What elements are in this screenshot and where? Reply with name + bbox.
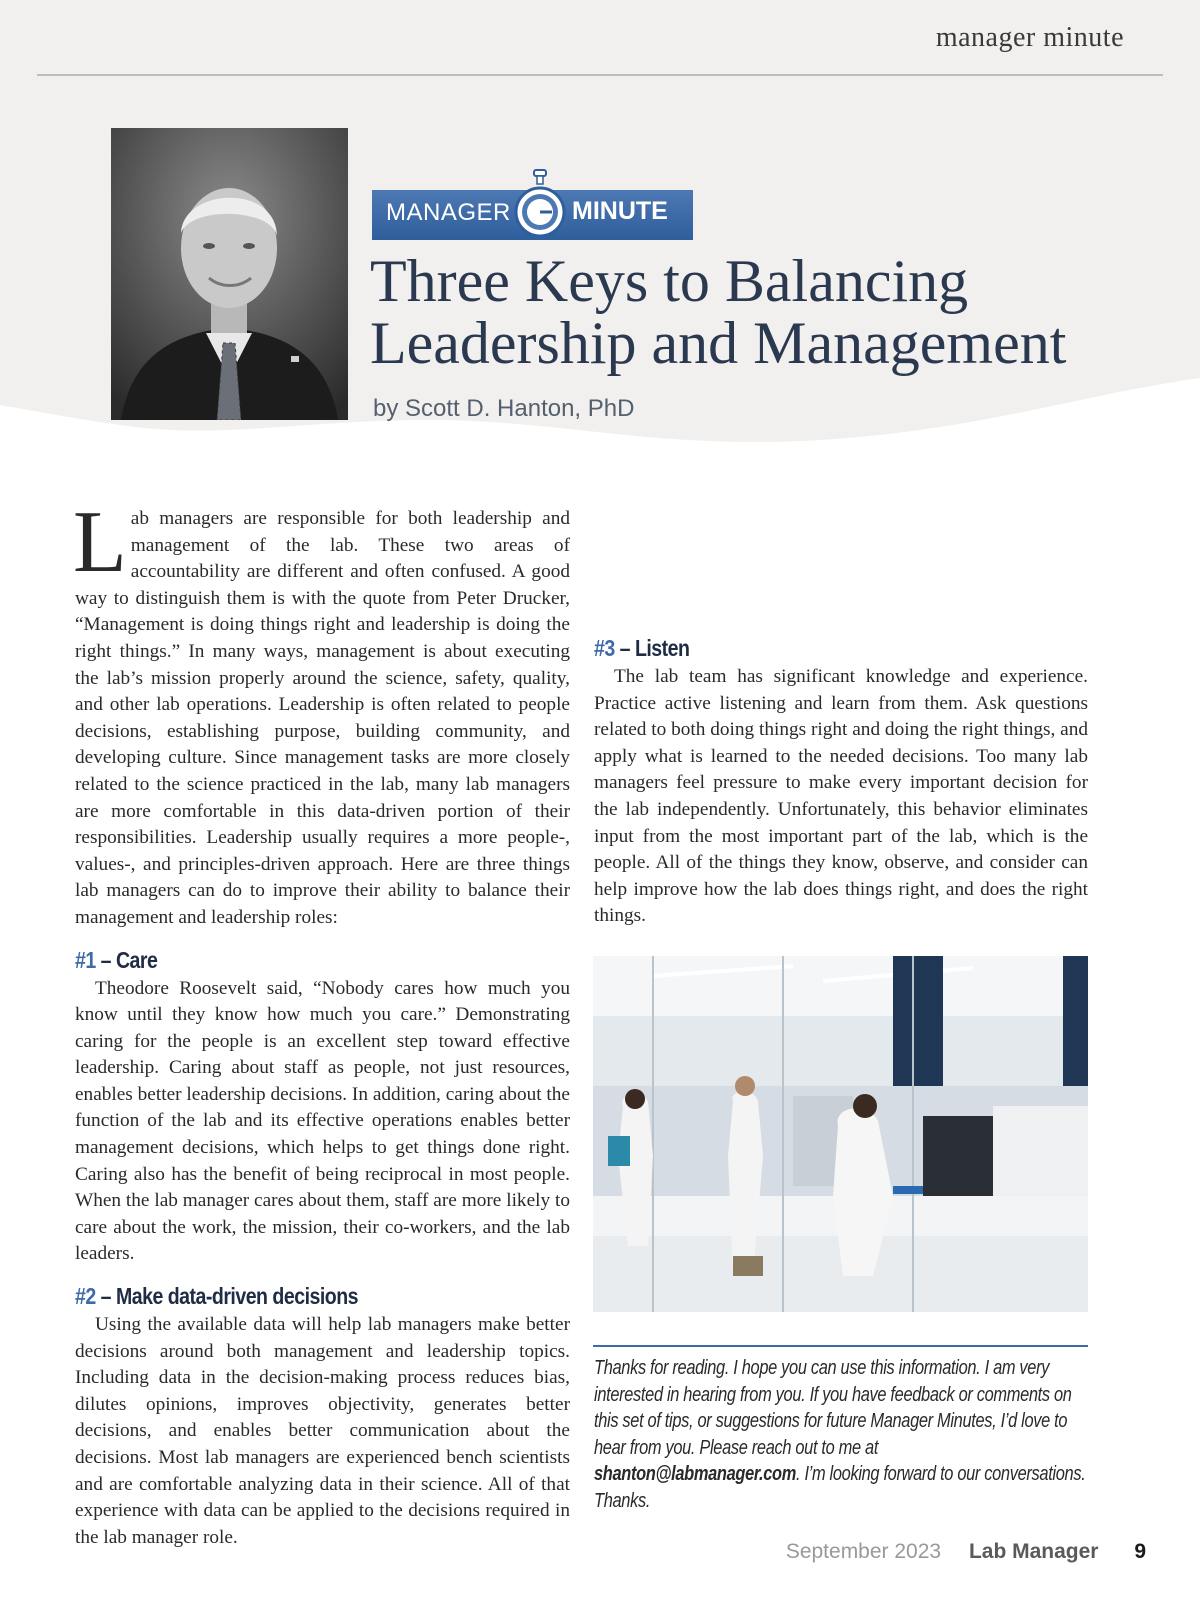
intro-paragraph (73, 494, 570, 932)
key2-title: – Make data-driven decisions (95, 1283, 359, 1310)
key3-number: #3 (594, 635, 615, 661)
column-left (73, 494, 570, 1551)
column-right (594, 506, 1088, 930)
key1-title: – Care (95, 946, 158, 973)
key3-heading (594, 634, 1014, 662)
author-portrait (111, 128, 348, 420)
section-label: manager minute (935, 22, 1124, 53)
thanks-closing: . I’m looking forward to our conversations. Thanks. (594, 1463, 1086, 1512)
thanks-rule (593, 1345, 1088, 1347)
badge-word-manager: MANAGER (386, 199, 511, 226)
header-rule (37, 74, 1163, 76)
key2-number: #2 (75, 1283, 96, 1310)
stopwatch-icon (514, 166, 566, 240)
lab-photo (593, 956, 1088, 1312)
intro-text: ab managers are responsible for both leadership and management of the lab. These two areas of accountability are different and often confused. A good way to distinguish them is with the quote from Peter Drucker, “Management is doing things right and leadership is doing the right things.” In many ways, management is about executing the lab’s mission properly around the science, safety, quality, and other lab operations. Leadership is often related to people decisions, establishing purpose, building community, and developing culture. Since management tasks are more closely related to the science practiced in the lab, many lab managers are more comfortable in this data-driven portion of their responsibilities. Leadership usually requires a more people-, values-, and principles-driven approach. Here are three things lab managers can do to improve their ability to balance their management and leadership roles: (75, 508, 570, 928)
manager-minute-badge (372, 166, 693, 240)
drop-cap: L (73, 494, 127, 591)
badge-word-minute: MINUTE (572, 197, 668, 225)
key2-body: Using the available data will help lab managers make better decisions around both management and leadership topics. Including data in the decision-making process reduces bias, dilutes opinions, improves objectivity, generates better decisions, and enables better communication about the decisions. Most lab managers are experienced bench scientists and are comfortable analyzing data in their science. All of that experience with data can be applied to the decisions required in the lab manager role. (75, 1314, 570, 1548)
byline: by Scott D. Hanton, PhD (373, 395, 635, 422)
page-number: 9 (1134, 1540, 1146, 1563)
key3-body: The lab team has significant knowledge and experience. Practice active listening and learn from them. Ask questions related to both doing things right and doing the right things, and apply what is learned to the needed decisions. Too many lab managers feel pressure to make every important decision for the lab independently. Unfortunately, this behavior eliminates input from the most important part of the lab, which is the people. All of the things they know, observe, and consider can help improve how the lab does things right, and does the right things. (594, 666, 1088, 927)
key3-title: – Listen (614, 635, 690, 661)
title-line-2: Leadership and Management (370, 310, 1067, 376)
footer-magazine: Lab Manager (968, 1540, 1099, 1563)
key1-number: #1 (75, 946, 96, 973)
title-line-1: Three Keys to Balancing (370, 248, 969, 314)
article-title (370, 250, 1130, 374)
thanks-text: Thanks for reading. I hope you can use this information. I am very interested in hearing from you. If you have feedback or comments on this set of tips, or suggestions for future Manager Minutes, I’d love to hear from you. Please reach out to me at (594, 1357, 1072, 1459)
key1-body: Theodore Roosevelt said, “Nobody cares how much you know until they know how much you care.” Demonstrating caring for the people is an excellent step toward effective leadership. Caring about staff as people, not just resources, enables better leadership decisions. In addition, caring about the function of the lab and its effective operations enables better management decisions, which helps to get things done right. Caring also has the benefit of being reciprocal in most people. When the lab manager cares about them, staff are more likely to care about the work, the mission, their co-workers, and the lab leaders. (75, 977, 570, 1265)
author-email[interactable]: shanton@labmanager.com (594, 1463, 796, 1485)
thanks-note (594, 1355, 1088, 1514)
footer-date: September 2023 (785, 1540, 942, 1563)
page-footer (786, 1540, 1146, 1564)
key1-heading (75, 946, 496, 974)
key2-heading (75, 1282, 496, 1310)
